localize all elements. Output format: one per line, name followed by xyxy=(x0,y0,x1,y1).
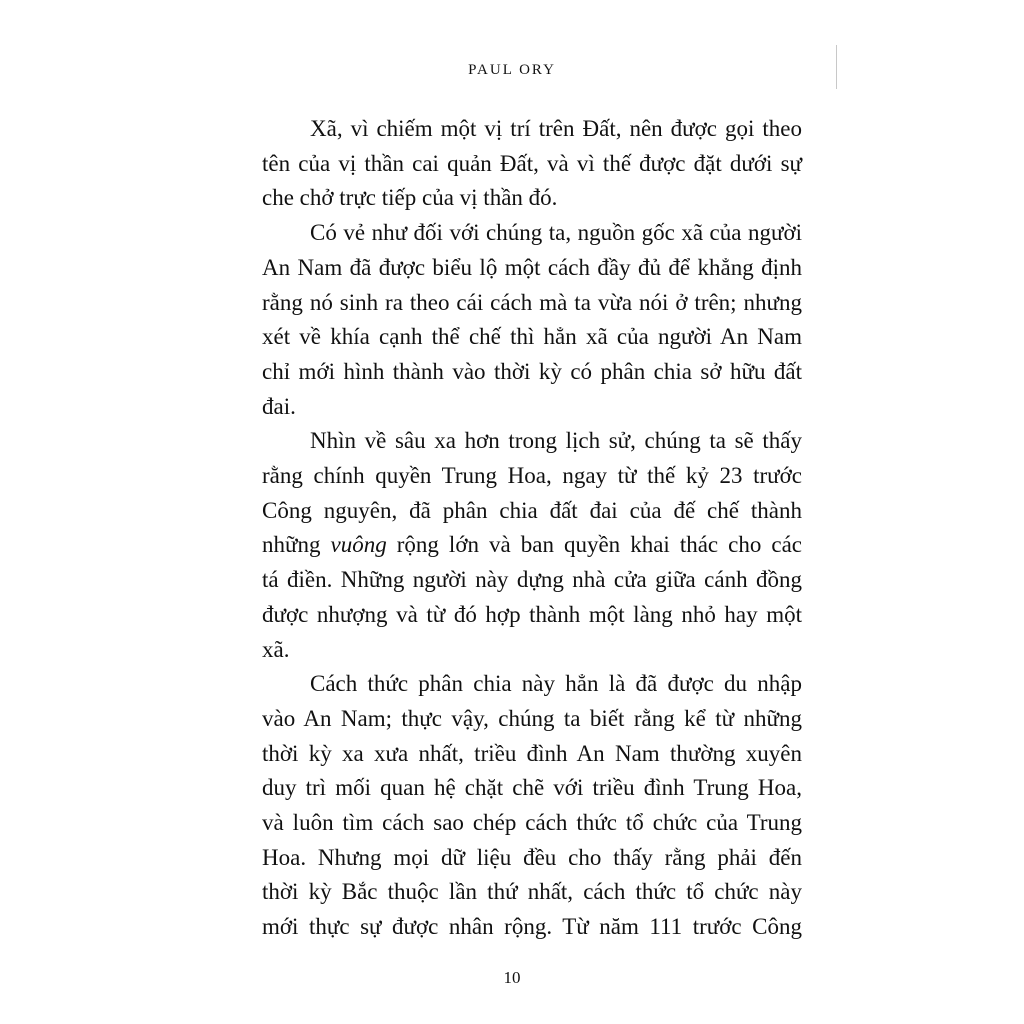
text-line: tá điền. Những người này dựng nhà cửa giữa cánh đồng xyxy=(262,567,802,593)
text-line: vào An Nam; thực vậy, chúng ta biết rằng kể từ những xyxy=(262,705,802,731)
text-line: che chở trực tiếp của vị thần đó. xyxy=(262,185,558,211)
text-line: được nhượng và từ đó hợp thành một làng nhỏ hay một xyxy=(262,601,802,627)
text-line: đai. xyxy=(262,393,296,419)
text-line: rằng chính quyền Trung Hoa, ngay từ thế kỷ 23 trước xyxy=(262,463,802,489)
text-line: rằng nó sinh ra theo cái cách mà ta vừa nói ở trên; nhưng xyxy=(262,289,802,315)
text-line: xét về khía cạnh thể chế thì hẳn xã của người An Nam xyxy=(262,324,802,350)
text-line: tên của vị thần cai quản Đất, và vì thế được đặt dưới sự xyxy=(262,150,802,176)
body-text xyxy=(262,112,802,945)
text-line: An Nam đã được biểu lộ một cách đầy đủ để khẳng định xyxy=(262,254,802,280)
text-line: Hoa. Nhưng mọi dữ liệu đều cho thấy rằng phải đến xyxy=(262,844,802,870)
running-head: PAUL ORY xyxy=(468,62,556,78)
text-line: Công nguyên, đã phân chia đất đai của đế chế thành xyxy=(262,497,802,523)
text-line: Cách thức phân chia này hẳn là đã được du nhập xyxy=(310,671,802,697)
text-line: thời kỳ xa xưa nhất, triều đình An Nam thường xuyên xyxy=(262,740,802,766)
text-line: mới thực sự được nhân rộng. Từ năm 111 trước Công xyxy=(262,914,802,940)
text-line: chỉ mới hình thành vào thời kỳ có phân chia sở hữu đất xyxy=(262,358,802,384)
text-fragment: những xyxy=(262,532,321,558)
text-line: thời kỳ Bắc thuộc lần thứ nhất, cách thức tổ chức này xyxy=(262,879,802,905)
text-line: Nhìn về sâu xa hơn trong lịch sử, chúng ta sẽ thấy xyxy=(310,428,802,454)
page-number: 10 xyxy=(503,968,521,987)
text-fragment: rộng lớn và ban quyền khai thác cho các xyxy=(396,532,803,558)
text-line: Có vẻ như đối với chúng ta, nguồn gốc xã của người xyxy=(310,220,802,246)
text-line: Xã, vì chiếm một vị trí trên Đất, nên được gọi theo xyxy=(310,116,802,141)
text-line: duy trì mối quan hệ chặt chẽ với triều đình Trung Hoa, xyxy=(262,775,802,801)
text-line: xã. xyxy=(262,636,290,662)
text-line: và luôn tìm cách sao chép cách thức tổ chức của Trung xyxy=(262,810,802,836)
italic-term: vuông xyxy=(330,532,387,558)
text-line xyxy=(262,528,802,563)
